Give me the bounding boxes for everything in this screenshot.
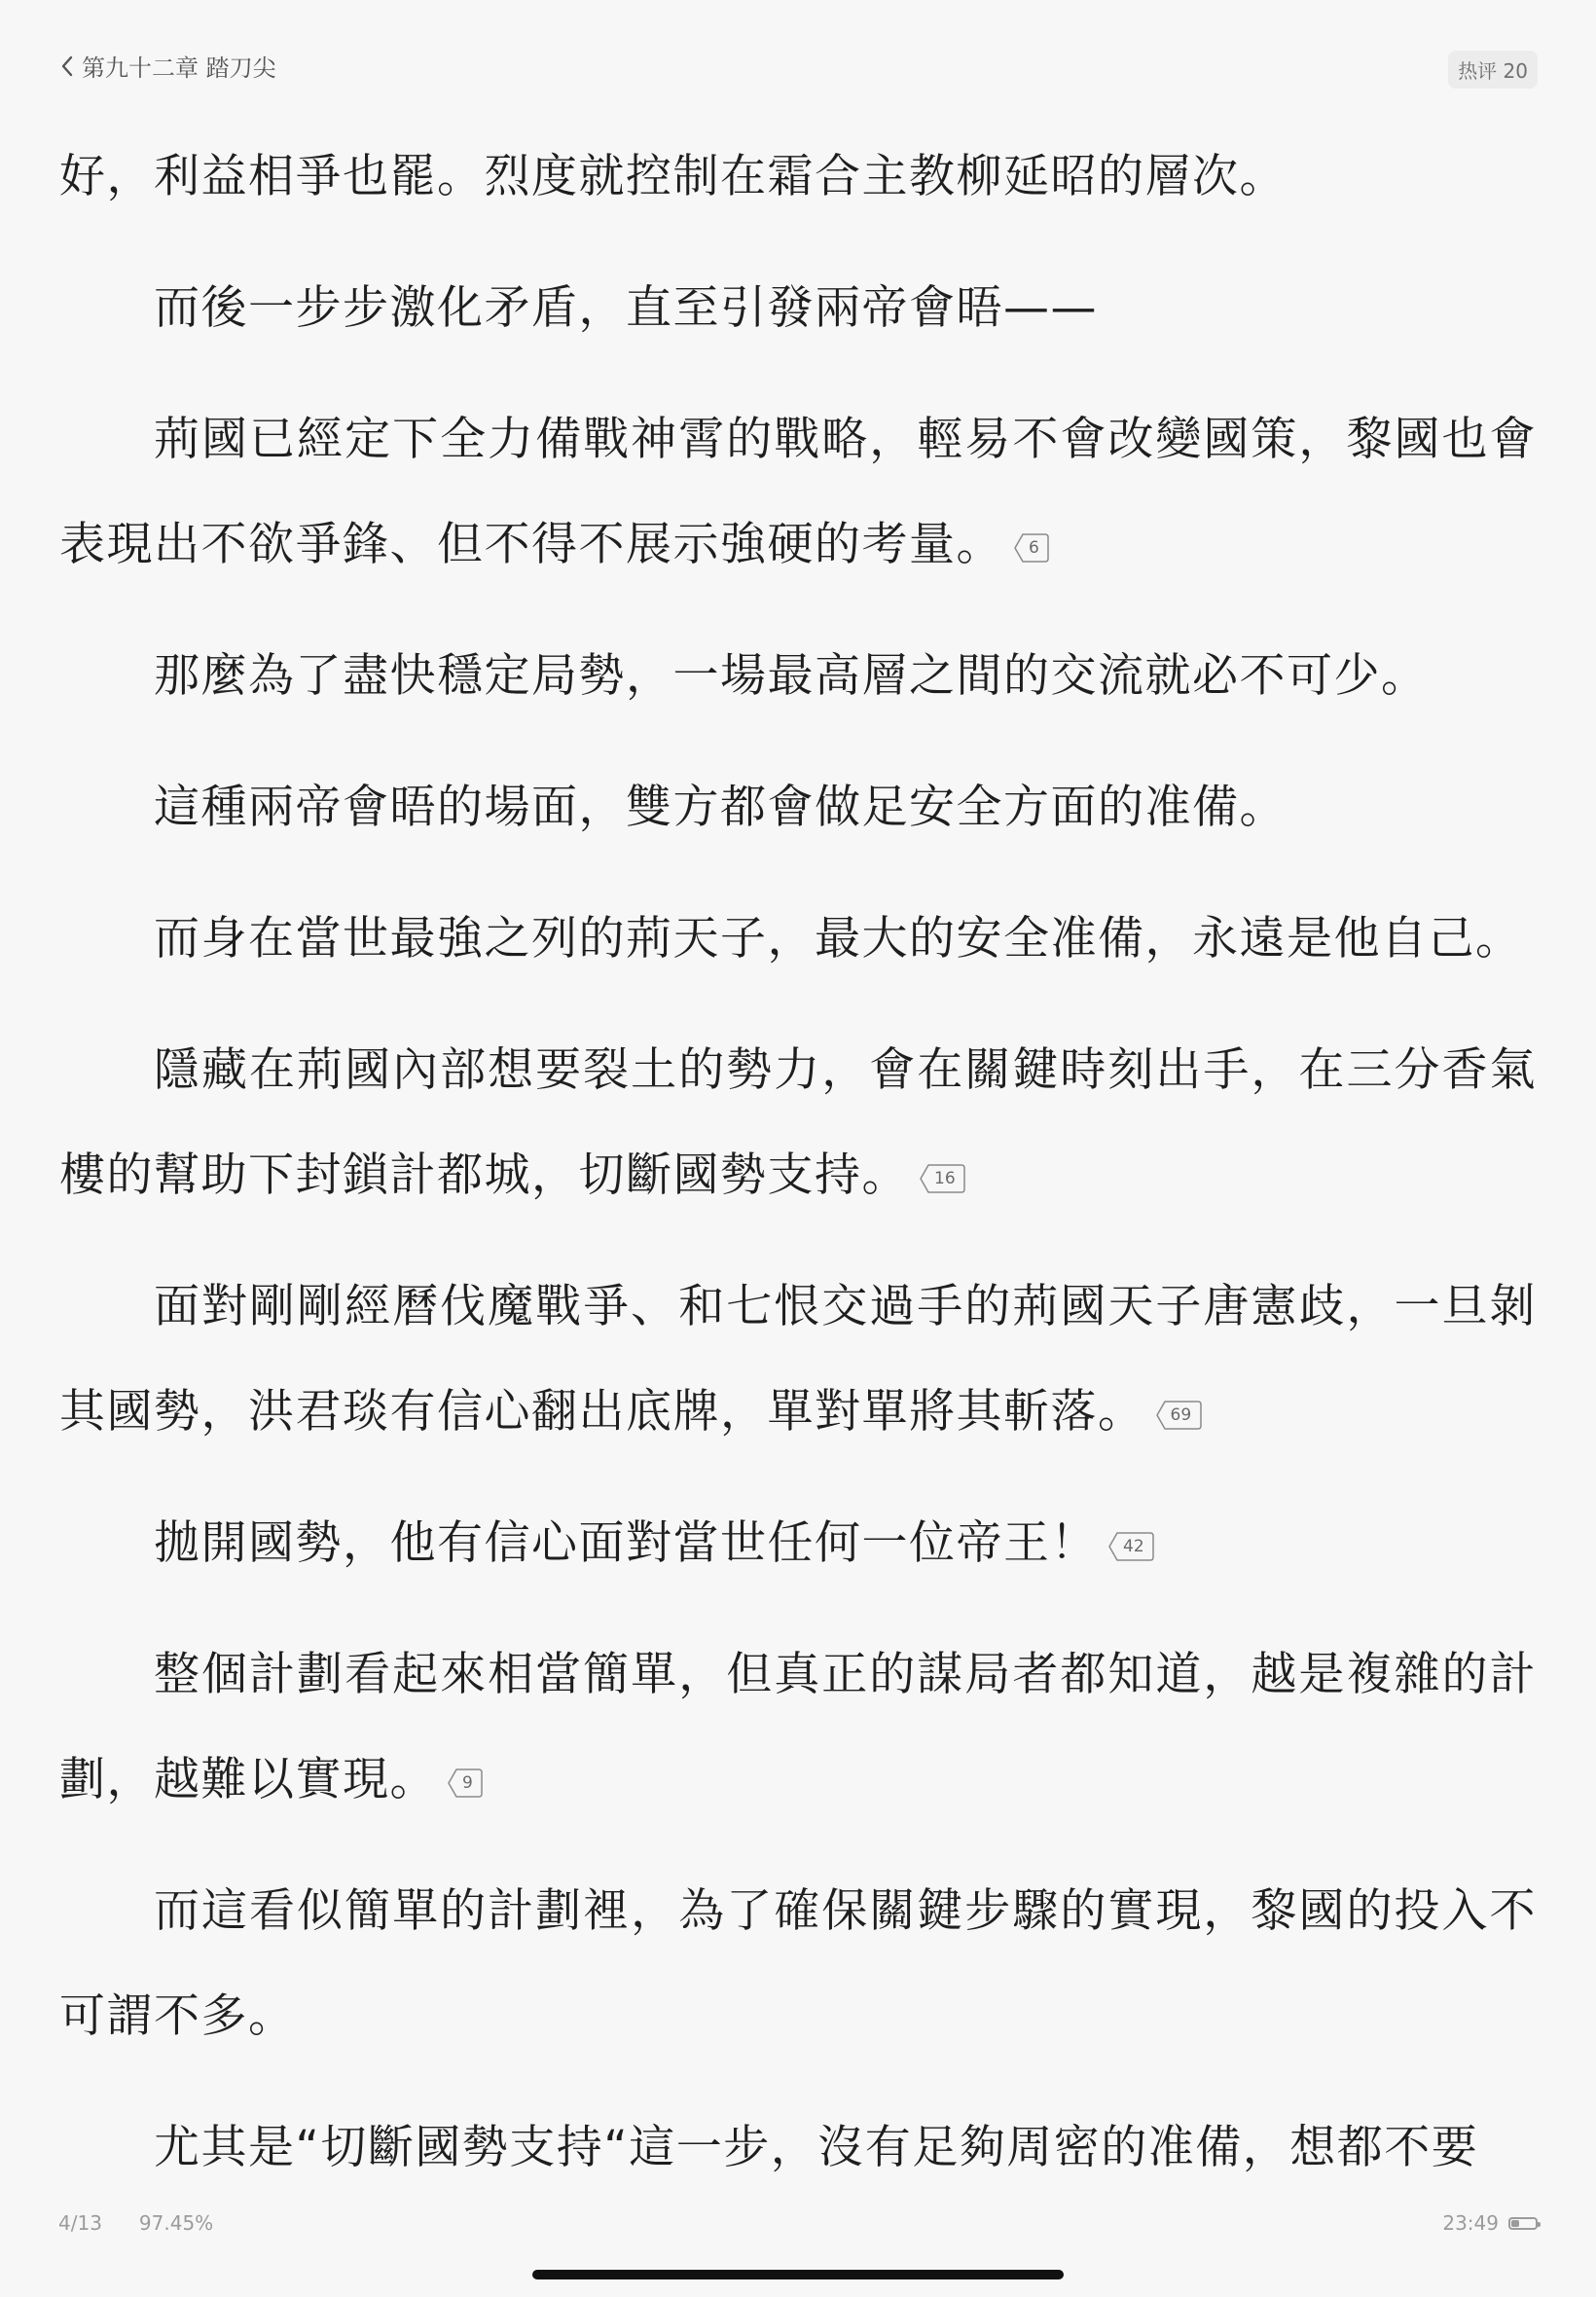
comment-count: 6 — [1029, 537, 1039, 558]
paragraph — [59, 1859, 1537, 2069]
paragraph — [59, 256, 1537, 361]
paragraph — [59, 887, 1537, 992]
back-to-chapter-button[interactable] — [60, 49, 276, 83]
battery-icon — [1508, 2217, 1538, 2230]
home-indicator[interactable] — [532, 2270, 1064, 2279]
paragraph-text: 拋開國勢，他有信心面對當世任何一位帝王！ — [154, 1516, 1098, 1570]
paragraph-text: 而身在當世最強之列的荊天子，最大的安全准備，永遠是他自己。 — [154, 912, 1523, 966]
chapter-title: 第九十二章 踏刀尖 — [82, 55, 276, 82]
comment-count: 69 — [1170, 1404, 1192, 1425]
paragraph-text: 面對剛剛經曆伐魔戰爭、和七恨交過手的荊國天子唐憲歧，一旦剝其國勢，洪君琰有信心翻出底牌，單對單將其斬落。 — [59, 1280, 1537, 1439]
reading-progress: 97.45% — [138, 2211, 214, 2235]
paragraph — [59, 1018, 1537, 1228]
paragraph-comment-button[interactable] — [1013, 533, 1047, 563]
page-indicator: 4/13 — [58, 2211, 102, 2235]
paragraph-comment-button[interactable] — [1155, 1401, 1200, 1430]
paragraph — [59, 755, 1537, 860]
paragraph — [59, 125, 1537, 230]
footer-status — [1442, 2211, 1538, 2235]
paragraph-text: 而後一步步激化矛盾，直至引發兩帝會晤—— — [154, 281, 1098, 335]
paragraph-text: 尤其是“切斷國勢支持“這一步，沒有足夠周密的准備，想都不要 — [154, 2121, 1479, 2174]
paragraph — [59, 1255, 1537, 1465]
paragraph — [59, 624, 1537, 729]
top-bar — [0, 0, 1596, 117]
comment-count: 16 — [934, 1168, 956, 1188]
paragraph-text: 而這看似簡單的計劃裡，為了確保關鍵步驟的實現，黎國的投入不可謂不多。 — [59, 1884, 1537, 2043]
reading-content — [59, 125, 1537, 2201]
clock: 23:49 — [1442, 2211, 1499, 2235]
paragraph-text: 這種兩帝會晤的場面，雙方都會做足安全方面的准備。 — [154, 781, 1287, 834]
battery-level — [1511, 2220, 1519, 2227]
paragraph-comment-button[interactable] — [1107, 1532, 1152, 1561]
paragraph — [59, 1491, 1537, 1596]
paragraph-comment-button[interactable] — [447, 1768, 481, 1798]
paragraph — [59, 2096, 1537, 2201]
paragraph-text: 整個計劃看起來相當簡單，但真正的謀局者都知道，越是複雜的計劃，越難以實現。 — [59, 1648, 1537, 1806]
paragraph — [59, 1622, 1537, 1833]
hot-comments-badge[interactable]: 热评 20 — [1448, 51, 1538, 89]
paragraph-text: 那麼為了盡快穩定局勢，一場最高層之間的交流就必不可少。 — [154, 649, 1429, 703]
comment-count: 9 — [462, 1772, 473, 1793]
paragraph-text: 好，利益相爭也罷。烈度就控制在霜合主教柳延昭的層次。 — [59, 150, 1287, 203]
paragraph-text: 隱藏在荊國內部想要裂土的勢力，會在關鍵時刻出手，在三分香氣樓的幫助下封鎖計都城，切斷國勢支持。 — [59, 1043, 1537, 1202]
comment-count: 42 — [1123, 1536, 1144, 1556]
paragraph-text: 荊國已經定下全力備戰神霄的戰略，輕易不會改變國策，黎國也會表現出不欲爭鋒、但不得不展示強硬的考量。 — [59, 413, 1537, 571]
footer-progress — [58, 2211, 213, 2235]
chevron-left-icon — [60, 55, 74, 77]
paragraph — [59, 387, 1537, 598]
paragraph-comment-button[interactable] — [919, 1164, 963, 1193]
